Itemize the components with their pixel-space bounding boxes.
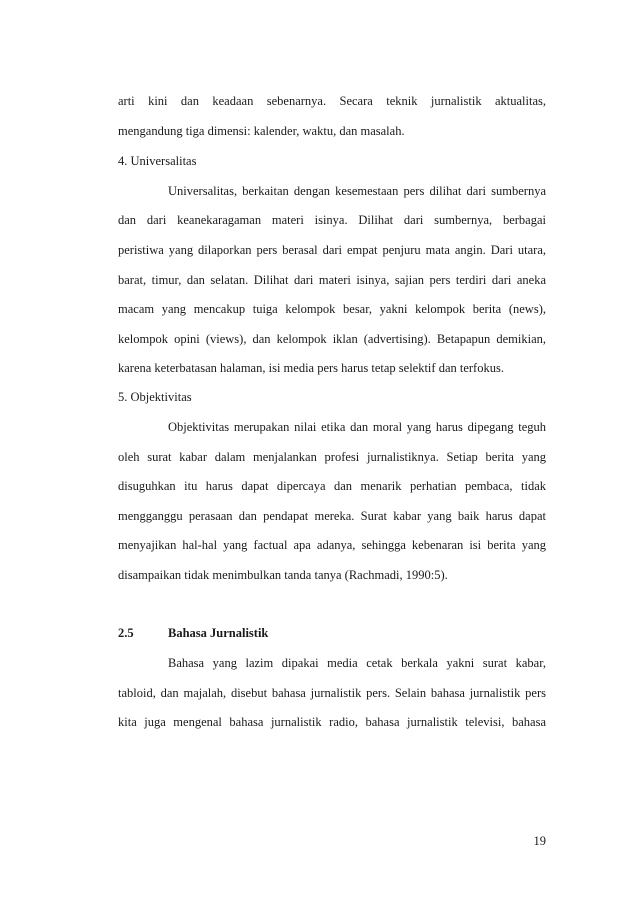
- page-number: 19: [533, 834, 546, 848]
- section-number: 2.5: [118, 626, 134, 640]
- body-line: Objektivitas merupakan nilai etika dan moral yang harus dipegang teguh: [168, 420, 546, 434]
- body-line: macam yang mencakup tuiga kelompok besar, yakni kelompok berita (news),: [118, 302, 546, 316]
- body-line: dan dari keanekaragaman materi isinya. Dilihat dari sumbernya, berbagai: [118, 213, 546, 227]
- body-line: menyajikan hal-hal yang factual apa adanya, sehingga kebenaran isi berita yang: [118, 538, 546, 552]
- body-line: arti kini dan keadaan sebenarnya. Secara teknik jurnalistik aktualitas,: [118, 94, 546, 108]
- list-heading-objektivitas: 5. Objektivitas: [118, 390, 192, 404]
- body-line: mengandung tiga dimensi: kalender, waktu, dan masalah.: [118, 124, 405, 138]
- body-line: kita juga mengenal bahasa jurnalistik radio, bahasa jurnalistik televisi, bahasa: [118, 715, 546, 729]
- body-line: karena keterbatasan halaman, isi media pers harus tetap selektif dan terfokus.: [118, 361, 504, 375]
- body-line: oleh surat kabar dalam menjalankan profesi jurnalistiknya. Setiap berita yang: [118, 450, 546, 464]
- section-title: Bahasa Jurnalistik: [168, 626, 269, 640]
- body-line: disuguhkan itu harus dapat dipercaya dan menarik perhatian pembaca, tidak: [118, 479, 546, 493]
- body-line: Bahasa yang lazim dipakai media cetak berkala yakni surat kabar,: [168, 656, 546, 670]
- body-line: Universalitas, berkaitan dengan kesemestaan pers dilihat dari sumbernya: [168, 184, 546, 198]
- body-line: barat, timur, dan selatan. Dilihat dari materi isinya, sajian pers terdiri dari aneka: [118, 273, 546, 287]
- list-heading-universalitas: 4. Universalitas: [118, 154, 197, 168]
- body-line: kelompok opini (views), dan kelompok iklan (advertising). Betapapun demikian,: [118, 332, 546, 346]
- body-line: disampaikan tidak menimbulkan tanda tanya (Rachmadi, 1990:5).: [118, 568, 448, 582]
- body-line: tabloid, dan majalah, disebut bahasa jurnalistik pers. Selain bahasa jurnalistik pers: [118, 686, 546, 700]
- body-line: mengganggu perasaan dan pendapat mereka. Surat kabar yang baik harus dapat: [118, 509, 546, 523]
- body-line: peristiwa yang dilaporkan pers berasal dari empat penjuru mata angin. Dari utara,: [118, 243, 546, 257]
